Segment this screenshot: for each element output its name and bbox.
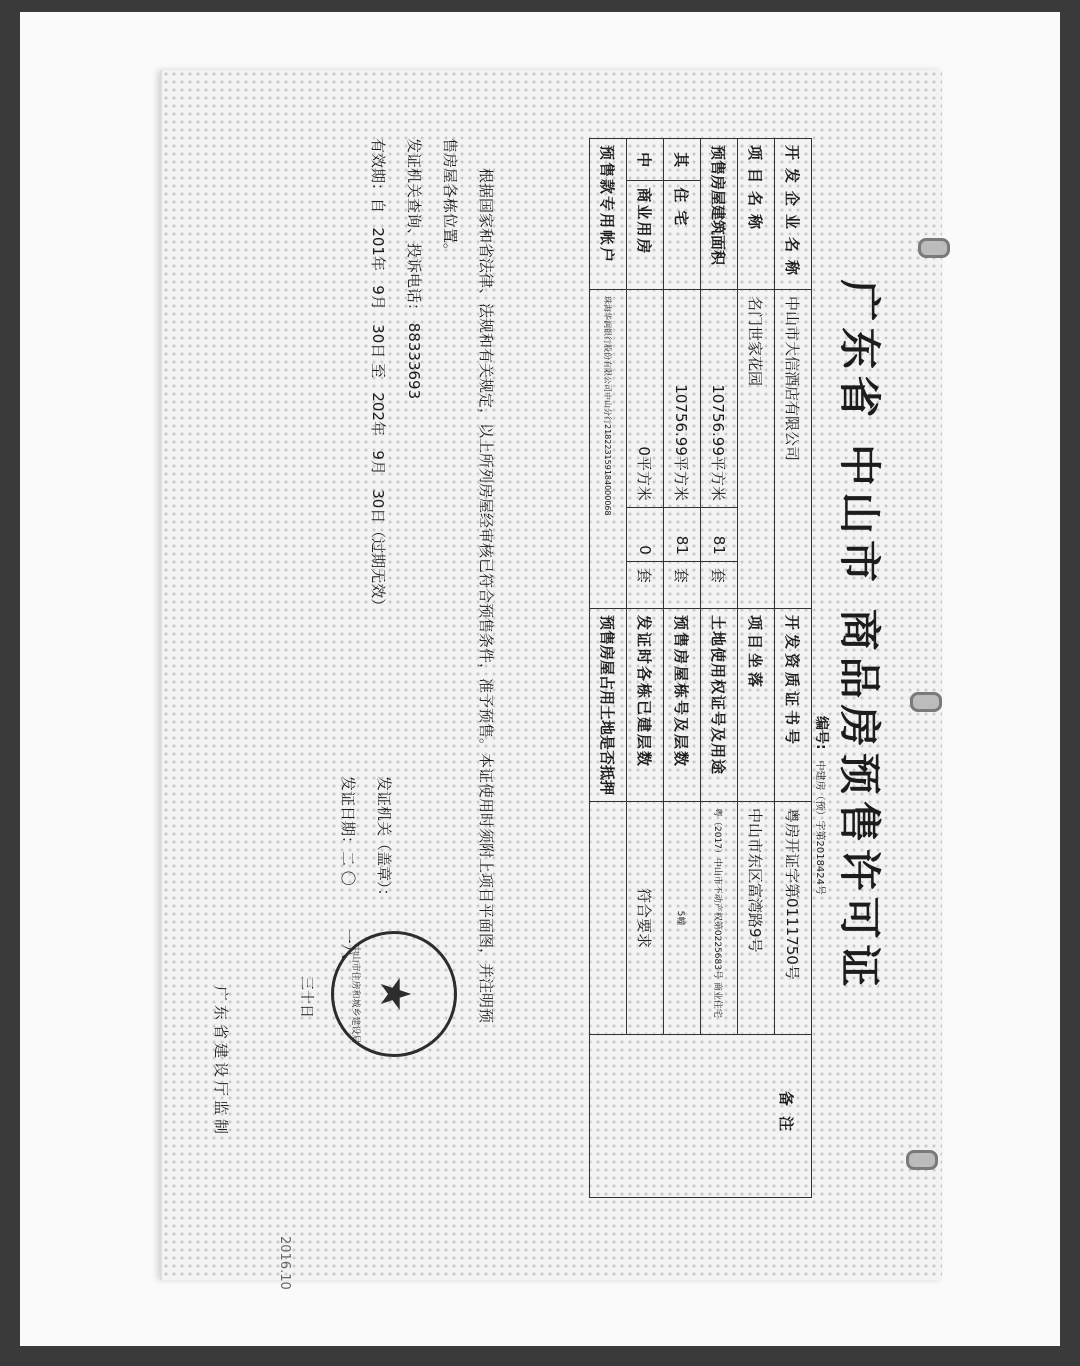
commercial-units-value: 0	[627, 507, 664, 561]
remarks-label: 备注	[777, 1090, 795, 1141]
land-cert-label: 土地使用权证号及用途	[701, 608, 738, 801]
valid-from-year: 201	[369, 227, 387, 256]
commercial-units-unit: 套	[627, 561, 664, 608]
valid-to-month-unit: 月	[369, 459, 387, 475]
valid-from-day-unit: 日 至	[369, 343, 387, 379]
approval-text-cont: 售房屋各栋位置。	[441, 138, 459, 259]
phone-label: 发证机关查询、投诉电话：	[405, 138, 423, 319]
issue-date-end: 三十日	[298, 976, 314, 1018]
valid-from-month: 9	[369, 285, 387, 295]
certificate-number-value: 中建房（预）字第2018424号	[814, 760, 825, 896]
side-label-qi: 其	[664, 139, 701, 181]
presale-account-value: 珠海华润银行股份有限公司中山分行218223159184000068	[590, 290, 627, 609]
building-floors-value: 5幢	[664, 802, 701, 1035]
seal-text: 中山市住房和城乡建设局	[350, 944, 360, 1044]
valid-to-year: 202	[369, 392, 387, 421]
presale-area-value: 10756.99平方米	[701, 290, 738, 508]
certificate-table	[589, 138, 812, 1198]
official-seal	[331, 928, 457, 1057]
built-floors-value: 符合要求	[627, 802, 664, 1035]
certificate	[152, 96, 932, 1290]
issue-date-label: 发证日期：二 〇	[339, 776, 357, 886]
valid-from-day: 30	[369, 324, 387, 344]
residential-units-unit: 套	[664, 561, 701, 608]
valid-from-month-unit: 月	[369, 294, 387, 310]
built-floors-label: 发证时各栋已建层数	[627, 608, 664, 801]
remarks-cell	[590, 1035, 812, 1198]
supervisor-note: 广东省建设厅监制	[212, 986, 230, 1139]
valid-to-day: 30	[369, 489, 387, 509]
valid-to-day-unit: 日（过期无效）	[369, 508, 387, 614]
project-location-label: 项目坐落	[738, 608, 775, 801]
qualification-cert-value: 粤房开证字第0111750号	[775, 802, 812, 1035]
qualification-cert-label: 开发资质证书号	[775, 608, 812, 801]
valid-to-year-unit: 年	[369, 421, 387, 437]
valid-to-month: 9	[369, 450, 387, 460]
presale-account-label: 预售款专用帐户	[590, 139, 627, 290]
seal-star-icon: ★	[371, 975, 420, 1013]
building-floors-label: 预售房屋栋号及层数	[664, 608, 701, 801]
developer-name-label: 开发企业名称	[775, 139, 812, 290]
commercial-area-value: 0平方米	[627, 290, 664, 508]
developer-name-value: 中山市大信酒店有限公司	[775, 290, 812, 609]
residential-label: 住宅	[664, 181, 701, 290]
presale-units-unit: 套	[701, 561, 738, 608]
land-cert-value: 粤（2017）中山市不动产权第0225683号 商业住宅	[701, 802, 738, 1035]
residential-units-value: 81	[664, 507, 701, 561]
certificate-number-label: 编号:	[813, 716, 829, 750]
certificate-title: 广东省 中山市 商品房预售许可证	[835, 279, 884, 993]
certificate-number	[812, 716, 832, 895]
presale-area-label: 预售房屋建筑面积	[701, 139, 738, 290]
issue-date-tail: 一八	[339, 928, 357, 959]
issue-date-line	[330, 776, 366, 959]
table-row	[775, 139, 812, 1198]
residential-area-value: 10756.99平方米	[664, 290, 701, 508]
valid-from-year-unit: 年	[369, 255, 387, 271]
presale-units-value: 81	[701, 507, 738, 561]
land-mortgage-value	[590, 802, 627, 1035]
rotated-certificate	[152, 96, 932, 1290]
phone-value: 88333693	[405, 322, 423, 400]
land-mortgage-label: 预售房屋占用土地是否抵押	[590, 608, 627, 801]
project-location-value: 中山市东区富湾路9号	[738, 802, 775, 1035]
valid-label: 有效期：自	[369, 138, 387, 214]
commercial-label: 商业用房	[627, 181, 664, 290]
side-label-zhong: 中	[627, 139, 664, 181]
approval-text: 根据国家和省法律、法规和有关规定，以上所列房屋经审核已符合预售条件，准予预售。本证使用时须附上项目平面图，并注明预	[477, 168, 495, 1024]
project-name-value: 名门世家花园	[738, 290, 775, 609]
issuer-label: 发证机关（盖章）：	[375, 776, 393, 904]
page-mark: 2016.10	[277, 1236, 292, 1290]
project-name-label: 项目名称	[738, 139, 775, 290]
